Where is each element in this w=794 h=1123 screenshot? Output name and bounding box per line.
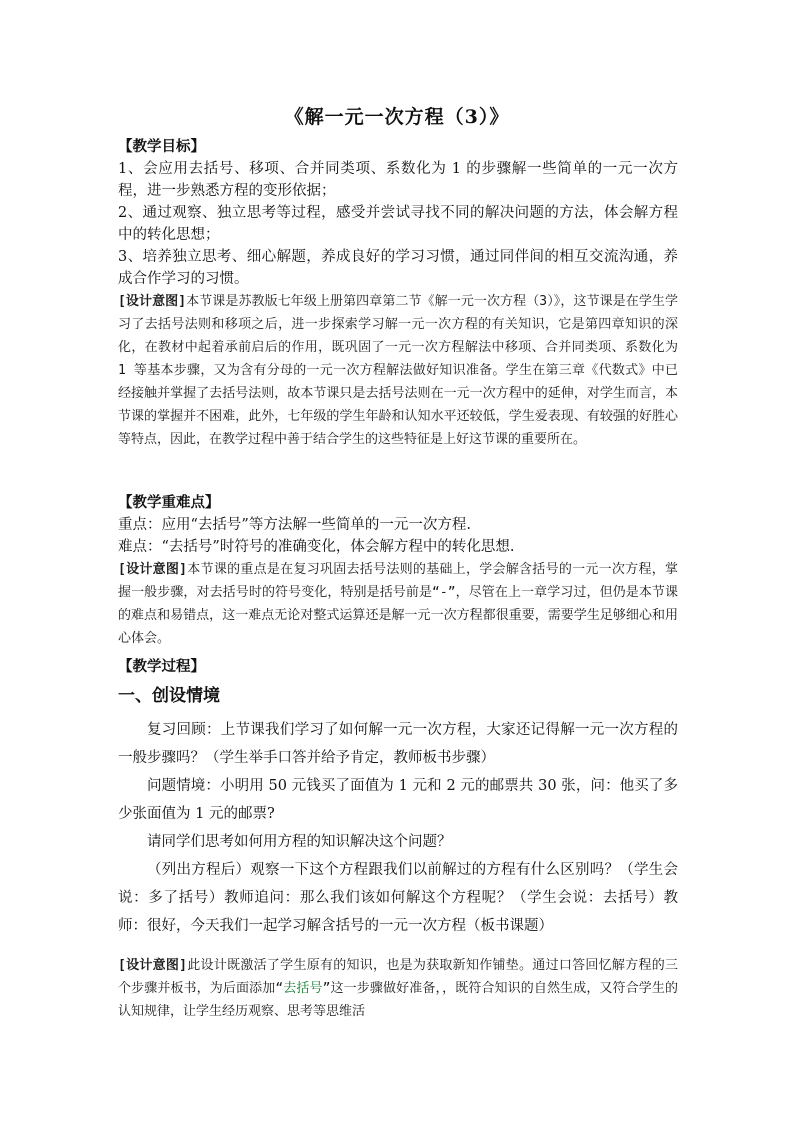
keypoints-design-intent	[118, 558, 678, 650]
design-intent-text-a: 此设计既激活了学生原有的知识，也是为获取新知作铺垫。通过口答回忆解方程的三个步骤并板书，为后面添加“	[118, 958, 678, 996]
design-intent-text: 本节课的重点是在复习巩固去括号法则的基础上，学会解含括号的一元一次方程，掌握一般步骤，对去括号时的符号变化，特别是括号前是“-”，尽管在上一章学习过，但仍是本节课的难点和易错点，这一难点无论对整式运算还是解一元一次方程都很重要，需要学生足够细心和用心体会。	[118, 562, 678, 646]
goal-item-3: 3、培养独立思考、细心解题，养成良好的学习习惯，通过同伴间的相互交流沟通，养成合作学习的习惯。	[118, 249, 678, 287]
document-title: 《解一元一次方程（3）》	[284, 106, 510, 128]
design-intent-label: [设计意图]	[118, 294, 187, 309]
process-heading: 【教学过程】	[118, 658, 205, 675]
keypoints-section	[118, 492, 678, 650]
paragraph-problem: 问题情境：小明用 50 元钱买了面值为 1 元和 2 元的邮票共 30 张，问：他买了多少张面值为 1 元的邮票?	[118, 778, 678, 822]
design-intent-label: [设计意图]	[118, 958, 188, 973]
section-heading-scenario: 一、创设情境	[118, 686, 220, 706]
goals-design-intent	[118, 290, 678, 451]
goals-heading: 【教学目标】	[118, 138, 205, 155]
process-section	[118, 656, 678, 1023]
design-intent-text-b: ”这一步骤做好准备，，既符合知识的自然生成，又符合学生的认知规律，让学生经历观察、思考等思维活	[118, 981, 678, 1019]
goal-item-1: 1、会应用去括号、移项、合并同类项、系数化为 1 的步骤解一些简单的一元一次方程，进一步熟悉方程的变形依据；	[118, 161, 678, 199]
paragraph-observe: （列出方程后）观察一下这个方程跟我们以前解过的方程有什么区别吗？（学生会说：多了括号）教师追问：那么我们该如何解这个方程呢？（学生会说：去括号）教师：很好，今天我们一起学习解含括号的一元一次方程（板书课题）	[118, 862, 678, 934]
keypoints-heading: 【教学重难点】	[118, 494, 220, 511]
key-point: 重点：应用“去括号”等方法解一些简单的一元一次方程.	[118, 517, 471, 533]
difficult-point: 难点：“去括号”时符号的准确变化，体会解方程中的转化思想.	[118, 539, 515, 555]
goal-item-2: 2、通过观察、独立思考等过程，感受并尝试寻找不同的解决问题的方法，体会解方程中的转化思想；	[118, 205, 678, 243]
design-intent-text: 本节课是苏教版七年级上册第四章第二节《解一元一次方程（3）》，这节课是在学生学习了去括号法则和移项之后，进一步探索学习解一元一次方程的有关知识，它是第四章知识的深化，在教材中起着承前启后的作用，既巩固了一元一次方程解法中移项、合并同类项、系数化为 1 等基本步骤，又为含有分母的一元一次方程解法做好知识准备。学生在第三章《代数式》中已经接触并掌握了去括号法则，故本节课只是去括号法则在一元一次方程中的延伸，对学生而言，本节课的掌握并不困难，此外，七年级的学生年龄和认知水平还较低，学生爱表现、有较强的好胜心等特点，因此，在教学过程中善于结合学生的这些特征是上好这节课的重要所在。	[118, 294, 679, 447]
paragraph-question: 请同学们思考如何用方程的知识解决这个问题？	[147, 834, 452, 850]
paragraph-review: 复习回顾：上节课我们学习了如何解一元一次方程，大家还记得解一元一次方程的一般步骤吗？（学生举手口答并给予肯定，教师板书步骤）	[118, 722, 678, 766]
design-intent-keyword: 去括号	[283, 981, 323, 996]
goals-section	[118, 136, 678, 451]
process-design-intent	[118, 954, 678, 1023]
design-intent-label: [设计意图]	[118, 562, 188, 577]
